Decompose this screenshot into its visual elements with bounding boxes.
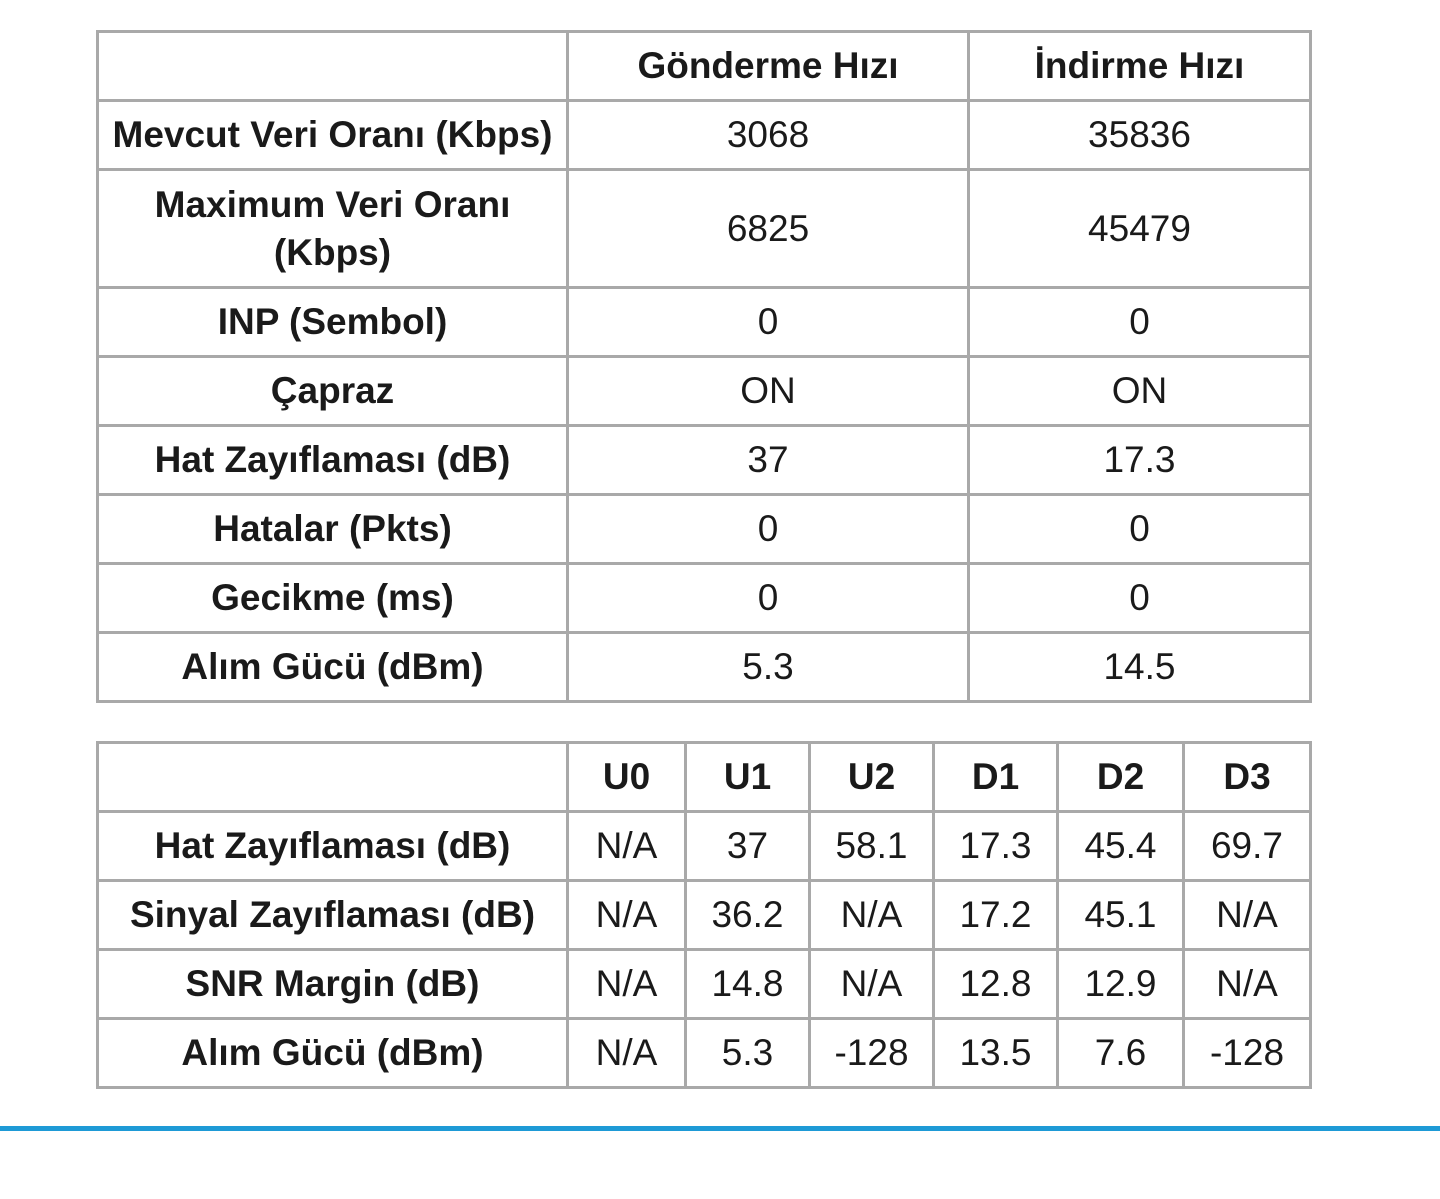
table-row bbox=[98, 881, 1311, 950]
header-band-u2: U2 bbox=[810, 743, 934, 812]
table-header-row bbox=[98, 32, 1311, 101]
download-value: 0 bbox=[969, 288, 1311, 357]
table-row bbox=[98, 633, 1311, 702]
upload-value: ON bbox=[568, 357, 969, 426]
band-value: 5.3 bbox=[686, 1019, 810, 1088]
header-empty-cell bbox=[98, 743, 568, 812]
band-value: 12.9 bbox=[1058, 950, 1184, 1019]
upload-value: 6825 bbox=[568, 170, 969, 288]
upload-value: 0 bbox=[568, 495, 969, 564]
row-label: Hat Zayıflaması (dB) bbox=[98, 426, 568, 495]
upload-value: 0 bbox=[568, 564, 969, 633]
band-value: N/A bbox=[810, 881, 934, 950]
row-label: SNR Margin (dB) bbox=[98, 950, 568, 1019]
band-value: 45.4 bbox=[1058, 812, 1184, 881]
table-row bbox=[98, 101, 1311, 170]
header-download-speed: İndirme Hızı bbox=[969, 32, 1311, 101]
download-value: 0 bbox=[969, 495, 1311, 564]
band-value: 36.2 bbox=[686, 881, 810, 950]
band-value: N/A bbox=[568, 881, 686, 950]
line-speed-table bbox=[96, 30, 1312, 703]
row-label: Sinyal Zayıflaması (dB) bbox=[98, 881, 568, 950]
band-value: N/A bbox=[568, 1019, 686, 1088]
download-value: 0 bbox=[969, 564, 1311, 633]
header-empty-cell bbox=[98, 32, 568, 101]
row-label: Mevcut Veri Oranı (Kbps) bbox=[98, 101, 568, 170]
row-label: Hatalar (Pkts) bbox=[98, 495, 568, 564]
download-value: 14.5 bbox=[969, 633, 1311, 702]
band-statistics-table bbox=[96, 741, 1312, 1089]
band-value: 13.5 bbox=[934, 1019, 1058, 1088]
download-value: ON bbox=[969, 357, 1311, 426]
upload-value: 5.3 bbox=[568, 633, 969, 702]
table-row bbox=[98, 564, 1311, 633]
band-value: 7.6 bbox=[1058, 1019, 1184, 1088]
table-row bbox=[98, 950, 1311, 1019]
table-header-row bbox=[98, 743, 1311, 812]
band-value: 37 bbox=[686, 812, 810, 881]
row-label: Maximum Veri Oranı (Kbps) bbox=[98, 170, 568, 288]
upload-value: 37 bbox=[568, 426, 969, 495]
band-value: -128 bbox=[1184, 1019, 1311, 1088]
band-value: 17.2 bbox=[934, 881, 1058, 950]
table-row bbox=[98, 288, 1311, 357]
header-band-d1: D1 bbox=[934, 743, 1058, 812]
row-label: Çapraz bbox=[98, 357, 568, 426]
band-value: 14.8 bbox=[686, 950, 810, 1019]
band-value: -128 bbox=[810, 1019, 934, 1088]
band-value: 58.1 bbox=[810, 812, 934, 881]
header-band-d2: D2 bbox=[1058, 743, 1184, 812]
bottom-divider bbox=[0, 1126, 1440, 1131]
upload-value: 3068 bbox=[568, 101, 969, 170]
table-row bbox=[98, 170, 1311, 288]
table-row bbox=[98, 1019, 1311, 1088]
download-value: 35836 bbox=[969, 101, 1311, 170]
table-row bbox=[98, 426, 1311, 495]
row-label: Alım Gücü (dBm) bbox=[98, 1019, 568, 1088]
band-value: N/A bbox=[1184, 881, 1311, 950]
band-value: 45.1 bbox=[1058, 881, 1184, 950]
table-row bbox=[98, 812, 1311, 881]
band-value: N/A bbox=[1184, 950, 1311, 1019]
header-upload-speed: Gönderme Hızı bbox=[568, 32, 969, 101]
band-value: 17.3 bbox=[934, 812, 1058, 881]
band-value: N/A bbox=[810, 950, 934, 1019]
table-row bbox=[98, 357, 1311, 426]
download-value: 45479 bbox=[969, 170, 1311, 288]
row-label: Hat Zayıflaması (dB) bbox=[98, 812, 568, 881]
band-value: 12.8 bbox=[934, 950, 1058, 1019]
row-label: Alım Gücü (dBm) bbox=[98, 633, 568, 702]
header-band-d3: D3 bbox=[1184, 743, 1311, 812]
header-band-u0: U0 bbox=[568, 743, 686, 812]
band-value: N/A bbox=[568, 950, 686, 1019]
band-value: N/A bbox=[568, 812, 686, 881]
upload-value: 0 bbox=[568, 288, 969, 357]
band-value: 69.7 bbox=[1184, 812, 1311, 881]
table-row bbox=[98, 495, 1311, 564]
row-label: INP (Sembol) bbox=[98, 288, 568, 357]
header-band-u1: U1 bbox=[686, 743, 810, 812]
download-value: 17.3 bbox=[969, 426, 1311, 495]
row-label: Gecikme (ms) bbox=[98, 564, 568, 633]
